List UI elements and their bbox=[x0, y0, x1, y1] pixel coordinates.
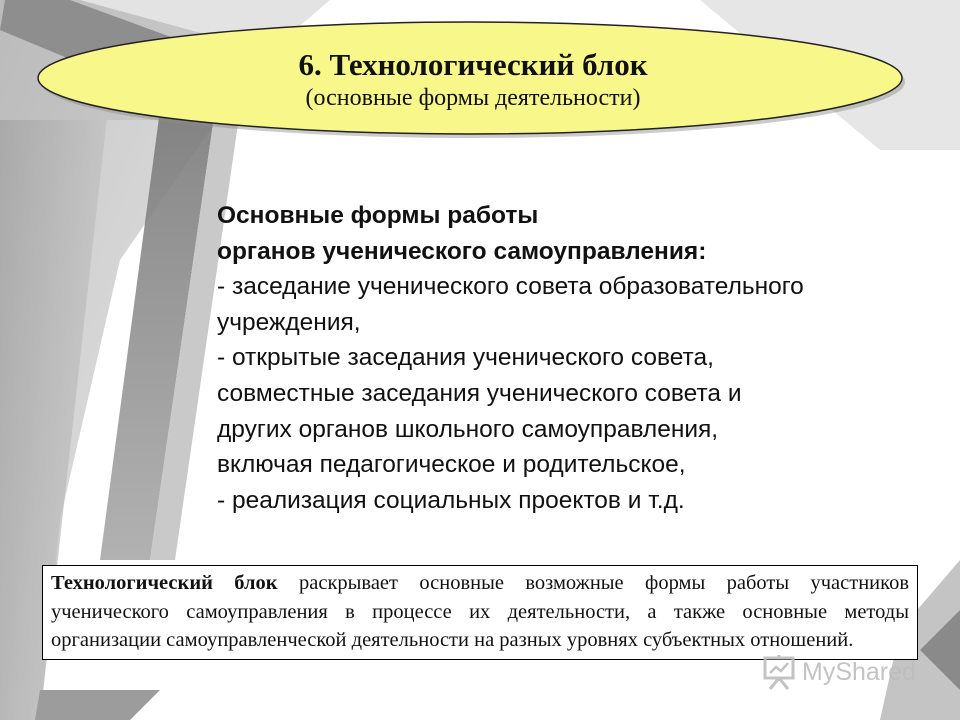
summary-text: раскрывает основные возможные формы работы участников ученического самоуправления в процессе их деятельности, а также основные методы организации самоуправленческой деятельности на разных уровнях субъектных отношений. bbox=[51, 572, 909, 651]
title-main: 6. Технологический блок bbox=[298, 47, 648, 82]
body-line: других органов школьного самоуправления, bbox=[217, 415, 719, 443]
body-line: учреждения, bbox=[217, 308, 361, 336]
watermark-text: MyShared bbox=[802, 657, 916, 686]
summary-lead: Технологический блок bbox=[51, 572, 278, 594]
watermark bbox=[762, 652, 916, 692]
body-line: - заседание ученического совета образовательного bbox=[217, 273, 804, 301]
body-line: - открытые заседания ученического совета, bbox=[217, 344, 714, 372]
title-subtitle: (основные формы деятельности) bbox=[305, 85, 641, 111]
body-heading-line: Основные формы работы bbox=[217, 202, 539, 229]
body-line: включая педагогическое и родительское, bbox=[217, 451, 686, 479]
presentation-board-icon bbox=[762, 654, 796, 690]
body-line: - реализация социальных проектов и т.д. bbox=[217, 486, 685, 514]
body-text bbox=[217, 198, 937, 518]
body-line: совместные заседания ученического совета и bbox=[217, 379, 742, 407]
slide-title bbox=[42, 47, 904, 113]
summary-box bbox=[42, 565, 918, 660]
body-heading-line: органов ученического самоуправления: bbox=[217, 237, 707, 265]
